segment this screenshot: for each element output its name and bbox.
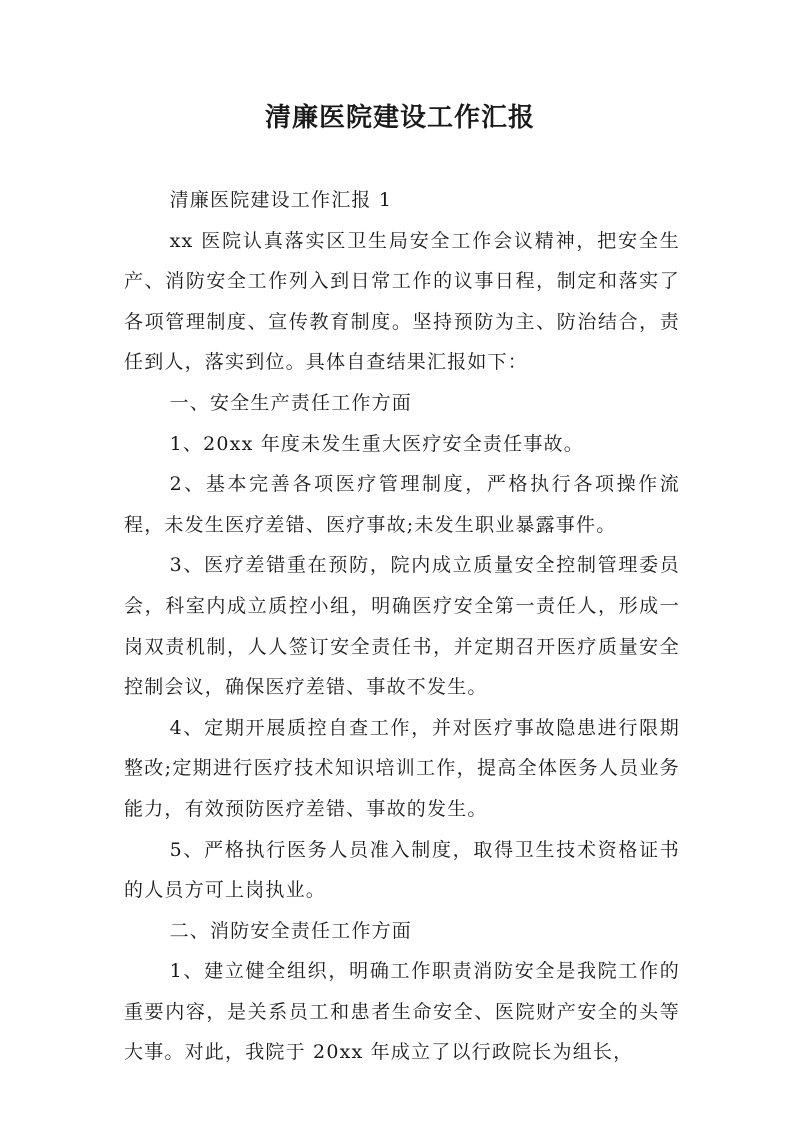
paragraph-item-4: 4、定期开展质控自查工作，并对医疗事故隐患进行限期整改;定期进行医疗技术知识培训工作，提高全体医务人员业务能力，有效预防医疗差错、事故的发生。: [124, 716, 680, 820]
paragraph-item-1: 1、20xx 年度未发生重大医疗安全责任事故。: [169, 432, 584, 455]
section-heading-fire-safety: 二、消防安全责任工作方面: [169, 919, 412, 942]
paragraph-item-2: 2、基本完善各项医疗管理制度，严格执行各项操作流程，未发生医疗差错、医疗事故;未发生职业暴露事件。: [124, 473, 680, 536]
paragraph-fire-item-1: 1、建立健全组织，明确工作职责消防安全是我院工作的重要内容，是关系员工和患者生命安全、医院财产安全的头等大事。对此，我院于 20xx 年成立了以行政院长为组长，: [124, 960, 680, 1064]
document-subtitle: 清廉医院建设工作汇报 1: [169, 189, 393, 211]
document-body: [124, 180, 680, 1073]
paragraph-item-3: 3、医疗差错重在预防，院内成立质量安全控制管理委员会，科室内成立质控小组，明确医疗安全第一责任人，形成一岗双责机制，人人签订安全责任书，并定期召开医疗质量安全控制会议，确保医疗差错、事故不发生。: [124, 554, 680, 699]
paragraph-intro: xx 医院认真落实区卫生局安全工作会议精神，把安全生产、消防安全工作列入到日常工作的议事日程，制定和落实了各项管理制度、宣传教育制度。坚持预防为主、防治结合，责任到人，落实到位。具体自查结果汇报如下：: [124, 229, 680, 374]
paragraph-item-5: 5、严格执行医务人员准入制度，取得卫生技术资格证书的人员方可上岗执业。: [124, 838, 680, 902]
document-title: 清廉医院建设工作汇报: [264, 103, 535, 133]
section-heading-safety-production: 一、安全生产责任工作方面: [169, 391, 412, 414]
